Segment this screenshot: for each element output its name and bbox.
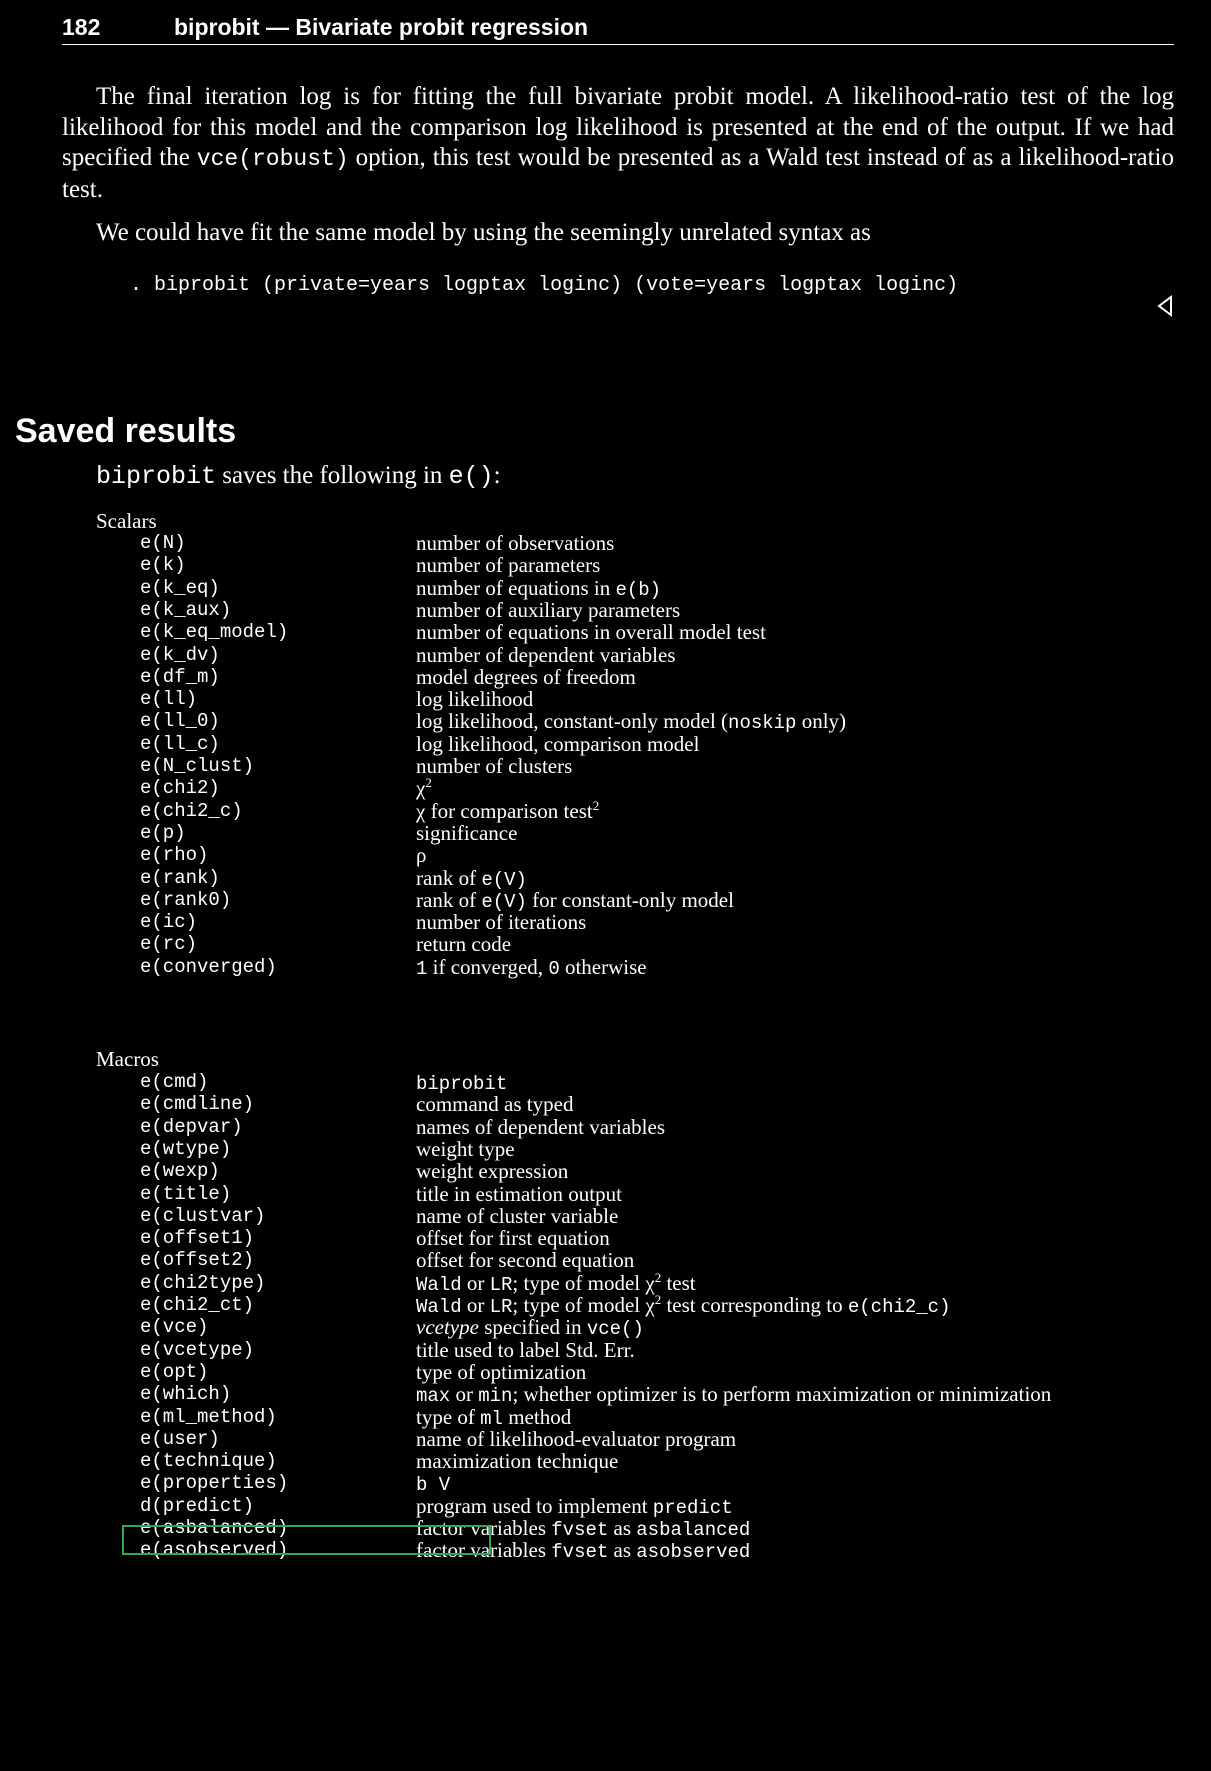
result-description <box>416 598 680 623</box>
description-part: 2 <box>654 1292 662 1307</box>
result-key: d(predict) <box>140 1494 255 1517</box>
description-part: asbalanced <box>636 1519 751 1541</box>
description-part: significance <box>416 820 518 845</box>
description-part: 0 <box>548 957 560 980</box>
page-number: 182 <box>62 14 101 40</box>
result-row <box>0 553 1211 578</box>
description-part: number of parameters <box>416 553 601 578</box>
result-key: e(properties) <box>140 1472 289 1495</box>
result-row <box>0 799 1211 824</box>
description-part: offset for first equation <box>416 1226 610 1251</box>
section-title: Saved results <box>15 412 237 450</box>
description-part: χ <box>416 798 426 823</box>
result-description <box>416 799 599 824</box>
result-row <box>0 888 1211 913</box>
result-key: e(k_aux) <box>140 598 232 621</box>
result-key: e(asobserved) <box>140 1539 289 1562</box>
result-description <box>416 1248 634 1273</box>
description-part: weight type <box>416 1136 515 1161</box>
result-row <box>0 843 1211 868</box>
description-part: fvset <box>551 1541 609 1564</box>
description-part: name of likelihood-evaluator program <box>416 1426 737 1451</box>
description-part: program used to implement <box>416 1493 653 1518</box>
description-part: otherwise <box>559 954 647 979</box>
description-part: as <box>608 1538 637 1563</box>
result-row <box>0 531 1211 556</box>
description-part: only) <box>796 709 847 734</box>
result-description <box>416 1226 610 1251</box>
result-key: e(vce) <box>140 1316 209 1339</box>
description-part: e(chi2_c) <box>847 1296 951 1318</box>
result-key: e(wexp) <box>140 1160 220 1183</box>
result-row <box>0 709 1211 734</box>
result-description <box>416 1137 515 1162</box>
description-part: biprobit <box>416 1073 508 1095</box>
description-part: 2 <box>654 1269 662 1285</box>
description-part: rank of <box>416 887 482 912</box>
description-part: number of equations in <box>416 575 616 600</box>
result-description <box>416 732 699 757</box>
result-description <box>416 1092 573 1117</box>
description-part: LR <box>489 1296 513 1318</box>
result-key: e(k_eq) <box>140 576 220 599</box>
description-part: for comparison test <box>425 798 593 823</box>
result-description <box>416 955 647 982</box>
description-part: offset for second equation <box>416 1248 635 1273</box>
result-row <box>0 821 1211 846</box>
result-row <box>0 1471 1211 1496</box>
result-row <box>0 665 1211 690</box>
description-part: or <box>450 1382 479 1407</box>
description-part: number of clusters <box>416 754 573 778</box>
description-part: b V <box>416 1474 451 1497</box>
result-row <box>0 1115 1211 1140</box>
triangle-left-icon <box>1155 294 1175 318</box>
result-key: e(title) <box>140 1182 232 1205</box>
result-description <box>416 821 517 846</box>
description-part: χ <box>416 776 426 801</box>
result-key: e(N_clust) <box>140 755 255 777</box>
description-part: asobserved <box>636 1541 751 1564</box>
result-row <box>0 620 1211 645</box>
result-key: e(vcetype) <box>140 1338 255 1361</box>
result-row <box>0 776 1211 801</box>
description-part: rank of <box>416 865 482 890</box>
result-row <box>0 1226 1211 1251</box>
result-row <box>0 1382 1211 1407</box>
result-row <box>0 1494 1211 1519</box>
result-key: e(df_m) <box>140 665 220 688</box>
result-row <box>0 1248 1211 1273</box>
result-description <box>416 643 676 668</box>
result-row <box>0 1315 1211 1340</box>
result-key: e(ic) <box>140 911 198 934</box>
description-part: as <box>608 1516 637 1540</box>
description-part: fvset <box>551 1519 609 1541</box>
result-row <box>0 955 1211 980</box>
description-part: or <box>461 1293 490 1317</box>
result-key: e(k_dv) <box>140 643 220 666</box>
result-key: e(technique) <box>140 1450 277 1473</box>
description-part: specified in <box>478 1315 587 1340</box>
e-function: e() <box>448 462 494 491</box>
result-row <box>0 1449 1211 1474</box>
description-part: ; type of model χ <box>512 1293 655 1317</box>
result-row <box>0 1427 1211 1452</box>
description-part: for constant-only model <box>526 887 734 912</box>
description-part: 2 <box>425 775 432 791</box>
paragraph-iteration-log <box>62 82 1174 205</box>
result-key: e(rank0) <box>140 888 232 911</box>
result-key: e(cmdline) <box>140 1093 255 1116</box>
result-row <box>0 1338 1211 1363</box>
inline-code: vce(robust) <box>196 146 349 172</box>
result-row <box>0 754 1211 779</box>
scalars-heading: Scalars <box>96 509 157 533</box>
result-key: e(clustvar) <box>140 1204 266 1227</box>
description-part: ρ <box>416 843 427 868</box>
highlight-box <box>122 1525 491 1555</box>
result-row <box>0 1182 1211 1207</box>
description-part: title used to label Std. Err. <box>416 1337 635 1362</box>
result-row <box>0 1204 1211 1229</box>
result-row <box>0 1137 1211 1162</box>
description-part: Wald <box>416 1273 462 1296</box>
description-part: predict <box>652 1496 733 1519</box>
result-row <box>0 1360 1211 1385</box>
result-description <box>416 910 586 935</box>
description-part: vce() <box>586 1318 644 1341</box>
paragraph-text: The final iteration log is for fitting the full bivariate probit model. A likelihood-ratio test of the log likelihood for this model and the comparison log likelihood is presented at the end of the output. If we had specified the <box>62 83 1174 171</box>
result-description <box>416 1159 568 1184</box>
result-key: e(chi2type) <box>140 1271 266 1294</box>
paragraph-text: We could have fit the same model by using the seemingly unrelated syntax as <box>96 219 871 246</box>
result-key: e(ll) <box>140 688 198 711</box>
result-key: e(rc) <box>140 933 198 956</box>
description-part: Wald <box>416 1296 462 1318</box>
result-key: e(offset1) <box>140 1227 255 1250</box>
description-part: LR <box>489 1273 513 1296</box>
description-part: e(b) <box>615 578 662 601</box>
running-title: biprobit — Bivariate probit regression <box>174 14 589 40</box>
description-part: e(V) <box>481 890 527 913</box>
result-row <box>0 1159 1211 1184</box>
result-row <box>0 1070 1211 1095</box>
result-key: e(depvar) <box>140 1115 243 1138</box>
result-description <box>416 1182 622 1207</box>
result-row <box>0 732 1211 757</box>
description-part: name of cluster variable <box>416 1203 619 1228</box>
result-key: e(ll_c) <box>140 732 220 755</box>
description-part: test corresponding to <box>661 1293 848 1317</box>
result-key: e(k) <box>140 554 186 577</box>
result-key: e(ml_method) <box>140 1405 277 1428</box>
result-key: e(which) <box>140 1383 232 1406</box>
description-part: method <box>502 1404 572 1429</box>
result-description <box>416 665 636 690</box>
command-name: biprobit <box>96 462 217 491</box>
description-part: title in estimation output <box>416 1181 622 1206</box>
macros-heading: Macros <box>96 1047 159 1071</box>
description-part: command as typed <box>416 1092 574 1117</box>
result-key: e(wtype) <box>140 1137 232 1160</box>
description-part: ; type of model χ <box>512 1270 655 1295</box>
result-row <box>0 910 1211 935</box>
running-header <box>62 12 1174 45</box>
result-row <box>0 598 1211 623</box>
result-description <box>416 1427 736 1452</box>
description-part: e(V) <box>481 868 527 891</box>
saves-line <box>96 462 501 491</box>
description-part: maximization technique <box>416 1449 619 1474</box>
result-description <box>416 1360 586 1385</box>
paragraph-seemingly-unrelated <box>62 218 1174 249</box>
result-description <box>416 1338 635 1363</box>
description-part: number of auxiliary parameters <box>416 597 681 622</box>
result-description <box>416 1449 618 1474</box>
description-part: factor variables <box>416 1538 552 1563</box>
result-description <box>416 620 766 645</box>
description-part: test <box>661 1270 696 1295</box>
paragraph-text: option, this test would be presented as a Wald test instead of as a likelihood-ratio test. <box>62 144 1174 203</box>
result-key: e(chi2_ct) <box>140 1294 255 1316</box>
result-key: e(ll_0) <box>140 710 220 733</box>
description-part: if converged, <box>427 954 549 979</box>
result-description <box>416 687 533 712</box>
result-description <box>416 531 614 556</box>
description-part: number of dependent variables <box>416 642 676 667</box>
description-part: ; whether optimizer is to perform maximization or minimization <box>512 1382 1052 1407</box>
result-description <box>416 1204 618 1229</box>
saves-text: saves the following in <box>216 462 449 489</box>
description-part: noskip <box>728 712 797 735</box>
result-key: e(offset2) <box>140 1249 255 1272</box>
description-part: factor variables <box>416 1516 552 1540</box>
description-part: type of optimization <box>416 1359 587 1384</box>
description-part: number of equations in overall model test <box>416 620 766 645</box>
description-part: min <box>478 1385 513 1408</box>
result-row <box>0 576 1211 601</box>
description-part: number of observations <box>416 531 615 555</box>
result-description <box>416 843 426 868</box>
result-key: e(cmd) <box>140 1071 209 1093</box>
description-part: weight expression <box>416 1159 569 1184</box>
description-part: 1 <box>416 957 428 980</box>
result-row <box>0 687 1211 712</box>
description-part: log likelihood, comparison model <box>416 731 700 756</box>
result-key: e(chi2) <box>140 777 220 800</box>
result-key: e(converged) <box>140 955 277 978</box>
result-row <box>0 866 1211 891</box>
result-description <box>416 754 572 779</box>
result-key: e(chi2_c) <box>140 799 243 822</box>
code-example: . biprobit (private=years logptax loginc) (vote=years logptax loginc) <box>130 274 959 297</box>
description-part: log likelihood <box>416 687 534 712</box>
result-row <box>0 1293 1211 1318</box>
result-key: e(p) <box>140 821 186 844</box>
description-part: names of dependent variables <box>416 1114 665 1139</box>
result-description <box>416 1115 665 1140</box>
result-description <box>416 553 600 578</box>
result-key: e(opt) <box>140 1360 209 1383</box>
description-part: or <box>461 1270 490 1295</box>
saves-colon: : <box>493 462 501 489</box>
result-key: e(rank) <box>140 866 220 889</box>
result-row <box>0 1271 1211 1296</box>
result-key: e(asbalanced) <box>140 1517 289 1539</box>
result-row <box>0 932 1211 957</box>
result-row <box>0 643 1211 668</box>
description-part: ml <box>480 1407 503 1430</box>
description-part: return code <box>416 932 512 957</box>
description-part: 2 <box>592 797 600 813</box>
result-row <box>0 1092 1211 1117</box>
result-key: e(k_eq_model) <box>140 621 289 644</box>
result-key: e(N) <box>140 532 186 554</box>
result-key: e(user) <box>140 1427 220 1450</box>
description-part: model degrees of freedom <box>416 664 636 689</box>
result-row <box>0 1405 1211 1430</box>
description-part: max <box>416 1385 451 1408</box>
description-part: number of iterations <box>416 910 587 935</box>
result-key: e(rho) <box>140 844 209 867</box>
result-description <box>416 776 432 801</box>
description-part: type of <box>416 1404 481 1429</box>
result-description <box>416 932 511 957</box>
description-part: log likelihood, constant-only model ( <box>416 709 729 734</box>
description-part: vcetype <box>416 1315 479 1340</box>
